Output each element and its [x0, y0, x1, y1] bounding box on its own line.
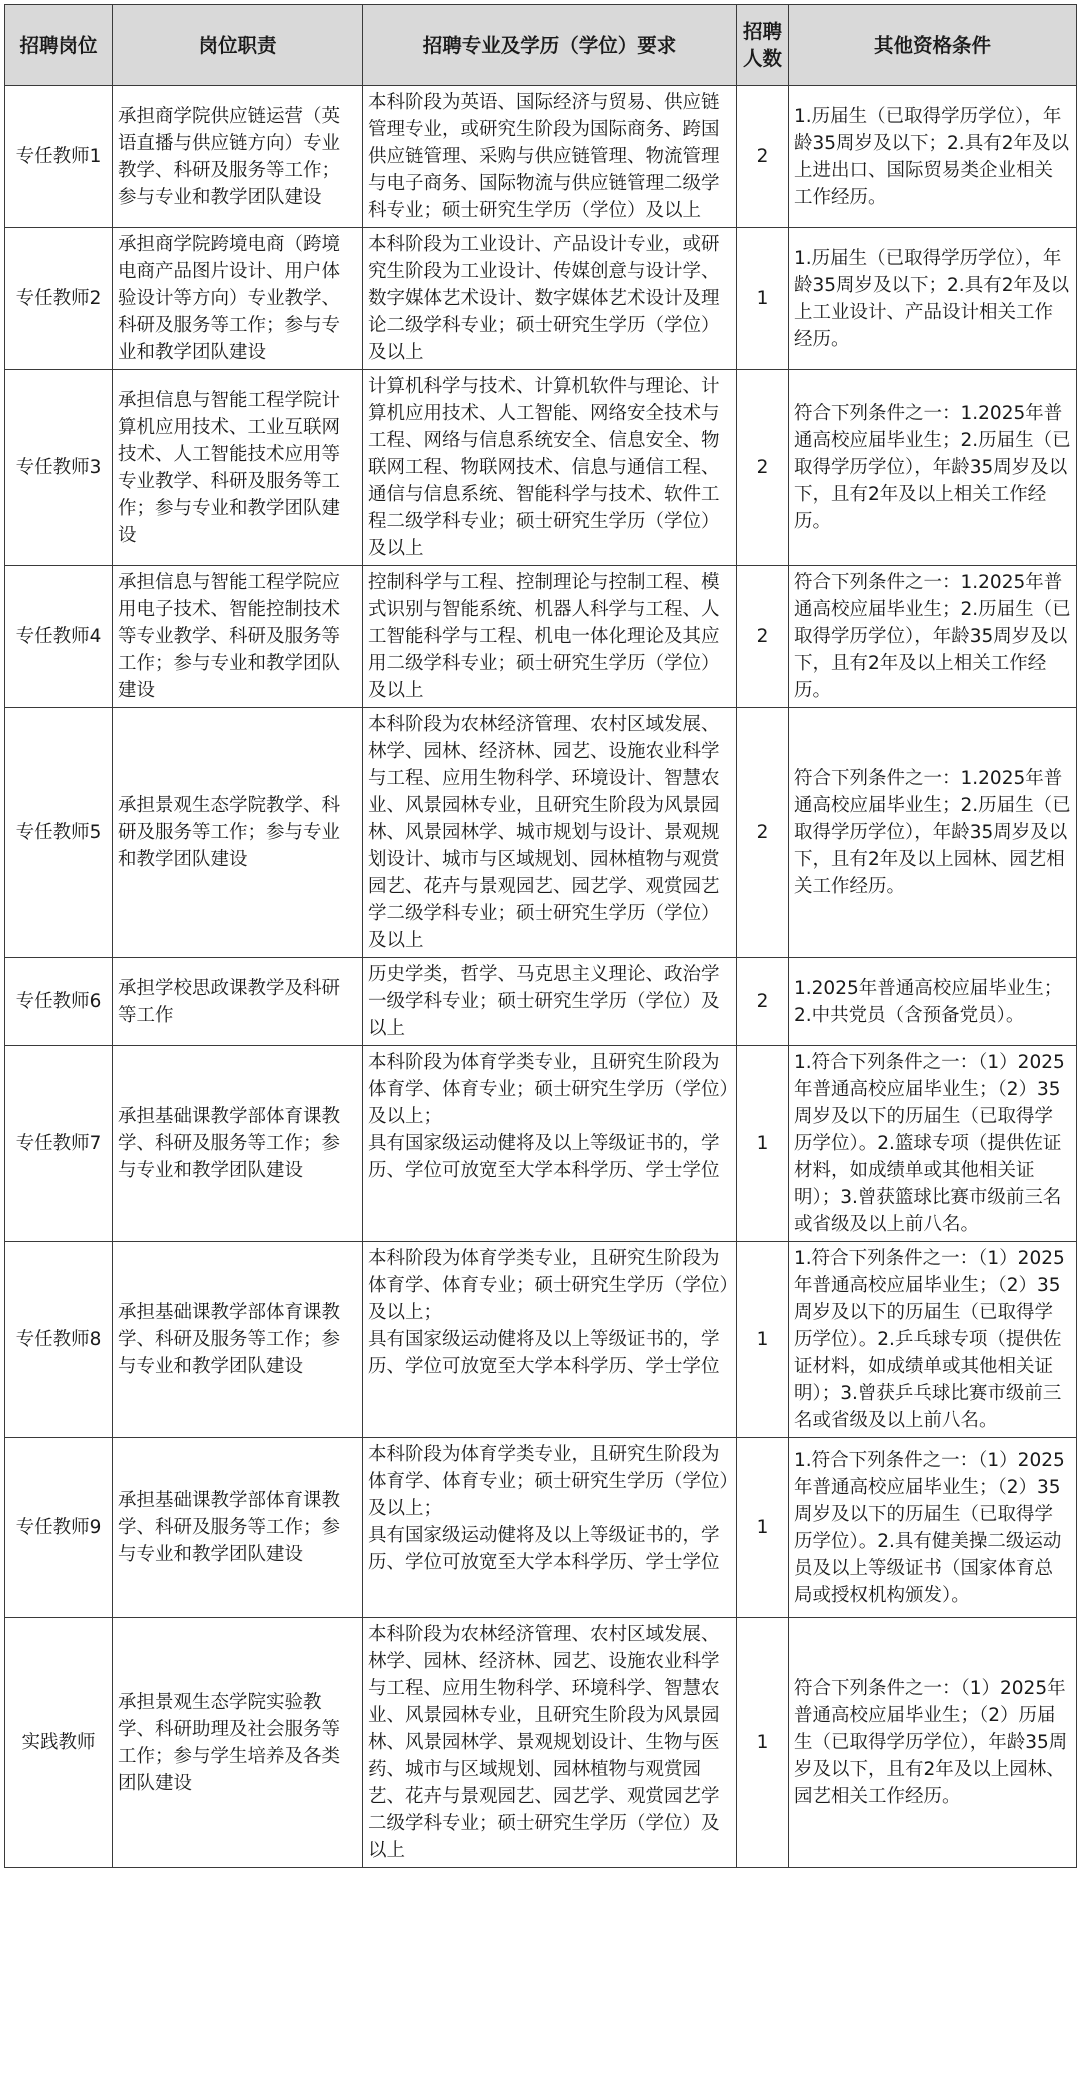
- duty-cell: 承担基础课教学部体育课教学、科研及服务等工作；参与专业和教学团队建设: [113, 1438, 363, 1618]
- duty-cell: 承担景观生态学院实验教学、科研助理及社会服务等工作；参与学生培养及各类团队建设: [113, 1618, 363, 1868]
- duty-cell: 承担信息与智能工程学院应用电子技术、智能控制技术等专业教学、科研及服务等工作；参与专业和教学团队建设: [113, 566, 363, 708]
- other-cell: 1.历届生（已取得学历学位），年龄35周岁及以下；2.具有2年及以上工业设计、产品设计相关工作经历。: [789, 228, 1077, 370]
- position-cell: 专任教师4: [5, 566, 113, 708]
- count-cell: 1: [737, 1618, 789, 1868]
- header-duty: 岗位职责: [113, 5, 363, 86]
- major-cell: 控制科学与工程、控制理论与控制工程、模式识别与智能系统、机器人科学与工程、人工智能科学与工程、机电一体化理论及其应用二级学科专业；硕士研究生学历（学位）及以上: [363, 566, 737, 708]
- header-major: 招聘专业及学历（学位）要求: [363, 5, 737, 86]
- other-cell: 1.符合下列条件之一：（1）2025年普通高校应届毕业生；（2）35周岁及以下的历届生（已取得学历学位）。2.乒乓球专项（提供佐证材料，如成绩单或其他相关证明）；3.曾获乒乓球比赛市级前三名或省级及以上前八名。: [789, 1242, 1077, 1438]
- major-cell: 本科阶段为工业设计、产品设计专业，或研究生阶段为工业设计、传媒创意与设计学、数字媒体艺术设计、数字媒体艺术设计及理论二级学科专业；硕士研究生学历（学位）及以上: [363, 228, 737, 370]
- table-row: [5, 566, 1077, 708]
- other-cell: 符合下列条件之一：（1）2025年普通高校应届毕业生；（2）历届生（已取得学历学位），年龄35周岁及以下，且有2年及以上园林、园艺相关工作经历。: [789, 1618, 1077, 1868]
- position-cell: 专任教师3: [5, 370, 113, 566]
- major-cell: 本科阶段为农林经济管理、农村区域发展、林学、园林、经济林、园艺、设施农业科学与工程、应用生物科学、环境科学、智慧农业、风景园林专业，且研究生阶段为风景园林、风景园林学、景观规划设计、生物与医药、城市与区域规划、园林植物与观赏园艺、花卉与景观园艺、园艺学、观赏园艺学二级学科专业；硕士研究生学历（学位）及以上: [363, 1618, 737, 1868]
- position-cell: 实践教师: [5, 1618, 113, 1868]
- position-cell: 专任教师5: [5, 708, 113, 958]
- count-cell: 1: [737, 228, 789, 370]
- table-row: [5, 1438, 1077, 1618]
- major-cell: 历史学类，哲学、马克思主义理论、政治学一级学科专业；硕士研究生学历（学位）及以上: [363, 958, 737, 1046]
- duty-cell: 承担商学院跨境电商（跨境电商产品图片设计、用户体验设计等方向）专业教学、科研及服务等工作；参与专业和教学团队建设: [113, 228, 363, 370]
- position-cell: 专任教师9: [5, 1438, 113, 1618]
- count-cell: 1: [737, 1242, 789, 1438]
- other-cell: 1.符合下列条件之一：（1）2025年普通高校应届毕业生；（2）35周岁及以下的历届生（已取得学历学位）。2.篮球专项（提供佐证材料，如成绩单或其他相关证明）；3.曾获篮球比赛市级前三名或省级及以上前八名。: [789, 1046, 1077, 1242]
- duty-cell: 承担信息与智能工程学院计算机应用技术、工业互联网技术、人工智能技术应用等专业教学、科研及服务等工作；参与专业和教学团队建设: [113, 370, 363, 566]
- table-row: [5, 708, 1077, 958]
- major-cell: 本科阶段为体育学类专业，且研究生阶段为体育学、体育专业；硕士研究生学历（学位）及以上； 具有国家级运动健将及以上等级证书的，学历、学位可放宽至大学本科学历、学士学位: [363, 1438, 737, 1618]
- table-body: [5, 86, 1077, 1868]
- other-cell: 符合下列条件之一：1.2025年普通高校应届毕业生；2.历届生（已取得学历学位），年龄35周岁及以下，且有2年及以上园林、园艺相关工作经历。: [789, 708, 1077, 958]
- duty-cell: 承担学校思政课教学及科研等工作: [113, 958, 363, 1046]
- table-row: [5, 228, 1077, 370]
- major-cell: 本科阶段为英语、国际经济与贸易、供应链管理专业，或研究生阶段为国际商务、跨国供应链管理、采购与供应链管理、物流管理与电子商务、国际物流与供应链管理二级学科专业；硕士研究生学历（学位）及以上: [363, 86, 737, 228]
- duty-cell: 承担基础课教学部体育课教学、科研及服务等工作；参与专业和教学团队建设: [113, 1046, 363, 1242]
- position-cell: 专任教师8: [5, 1242, 113, 1438]
- table-row: [5, 1242, 1077, 1438]
- position-cell: 专任教师6: [5, 958, 113, 1046]
- header-other: 其他资格条件: [789, 5, 1077, 86]
- duty-cell: 承担商学院供应链运营（英语直播与供应链方向）专业教学、科研及服务等工作；参与专业和教学团队建设: [113, 86, 363, 228]
- duty-cell: 承担基础课教学部体育课教学、科研及服务等工作；参与专业和教学团队建设: [113, 1242, 363, 1438]
- count-cell: 2: [737, 708, 789, 958]
- count-cell: 2: [737, 958, 789, 1046]
- table-row: [5, 958, 1077, 1046]
- other-cell: 1.历届生（已取得学历学位），年龄35周岁及以下；2.具有2年及以上进出口、国际贸易类企业相关工作经历。: [789, 86, 1077, 228]
- other-cell: 1.符合下列条件之一：（1）2025年普通高校应届毕业生；（2）35周岁及以下的历届生（已取得学历学位）。2.具有健美操二级运动员及以上等级证书（国家体育总局或授权机构颁发）。: [789, 1438, 1077, 1618]
- major-cell: 计算机科学与技术、计算机软件与理论、计算机应用技术、人工智能、网络安全技术与工程、网络与信息系统安全、信息安全、物联网工程、物联网技术、信息与通信工程、通信与信息系统、智能科学与技术、软件工程二级学科专业；硕士研究生学历（学位）及以上: [363, 370, 737, 566]
- header-position: 招聘岗位: [5, 5, 113, 86]
- major-cell: 本科阶段为农林经济管理、农村区域发展、林学、园林、经济林、园艺、设施农业科学与工程、应用生物科学、环境设计、智慧农业、风景园林专业，且研究生阶段为风景园林、风景园林学、城市规划与设计、景观规划设计、城市与区域规划、园林植物与观赏园艺、花卉与景观园艺、园艺学、观赏园艺学二级学科专业；硕士研究生学历（学位）及以上: [363, 708, 737, 958]
- position-cell: 专任教师1: [5, 86, 113, 228]
- duty-cell: 承担景观生态学院教学、科研及服务等工作；参与专业和教学团队建设: [113, 708, 363, 958]
- count-cell: 2: [737, 86, 789, 228]
- count-cell: 2: [737, 370, 789, 566]
- table-row: [5, 1618, 1077, 1868]
- other-cell: 符合下列条件之一：1.2025年普通高校应届毕业生；2.历届生（已取得学历学位），年龄35周岁及以下，且有2年及以上相关工作经历。: [789, 370, 1077, 566]
- header-row: [5, 5, 1077, 86]
- table-row: [5, 370, 1077, 566]
- position-cell: 专任教师2: [5, 228, 113, 370]
- count-cell: 1: [737, 1046, 789, 1242]
- count-cell: 1: [737, 1438, 789, 1618]
- major-cell: 本科阶段为体育学类专业，且研究生阶段为体育学、体育专业；硕士研究生学历（学位）及以上； 具有国家级运动健将及以上等级证书的，学历、学位可放宽至大学本科学历、学士学位: [363, 1242, 737, 1438]
- table-row: [5, 86, 1077, 228]
- position-cell: 专任教师7: [5, 1046, 113, 1242]
- table-header: [5, 5, 1077, 86]
- count-cell: 2: [737, 566, 789, 708]
- other-cell: 符合下列条件之一：1.2025年普通高校应届毕业生；2.历届生（已取得学历学位），年龄35周岁及以下，且有2年及以上相关工作经历。: [789, 566, 1077, 708]
- other-cell: 1.2025年普通高校应届毕业生；2.中共党员（含预备党员）。: [789, 958, 1077, 1046]
- table-row: [5, 1046, 1077, 1242]
- major-cell: 本科阶段为体育学类专业，且研究生阶段为体育学、体育专业；硕士研究生学历（学位）及以上； 具有国家级运动健将及以上等级证书的，学历、学位可放宽至大学本科学历、学士学位: [363, 1046, 737, 1242]
- recruitment-table: [4, 4, 1077, 1868]
- header-count: 招聘人数: [737, 5, 789, 86]
